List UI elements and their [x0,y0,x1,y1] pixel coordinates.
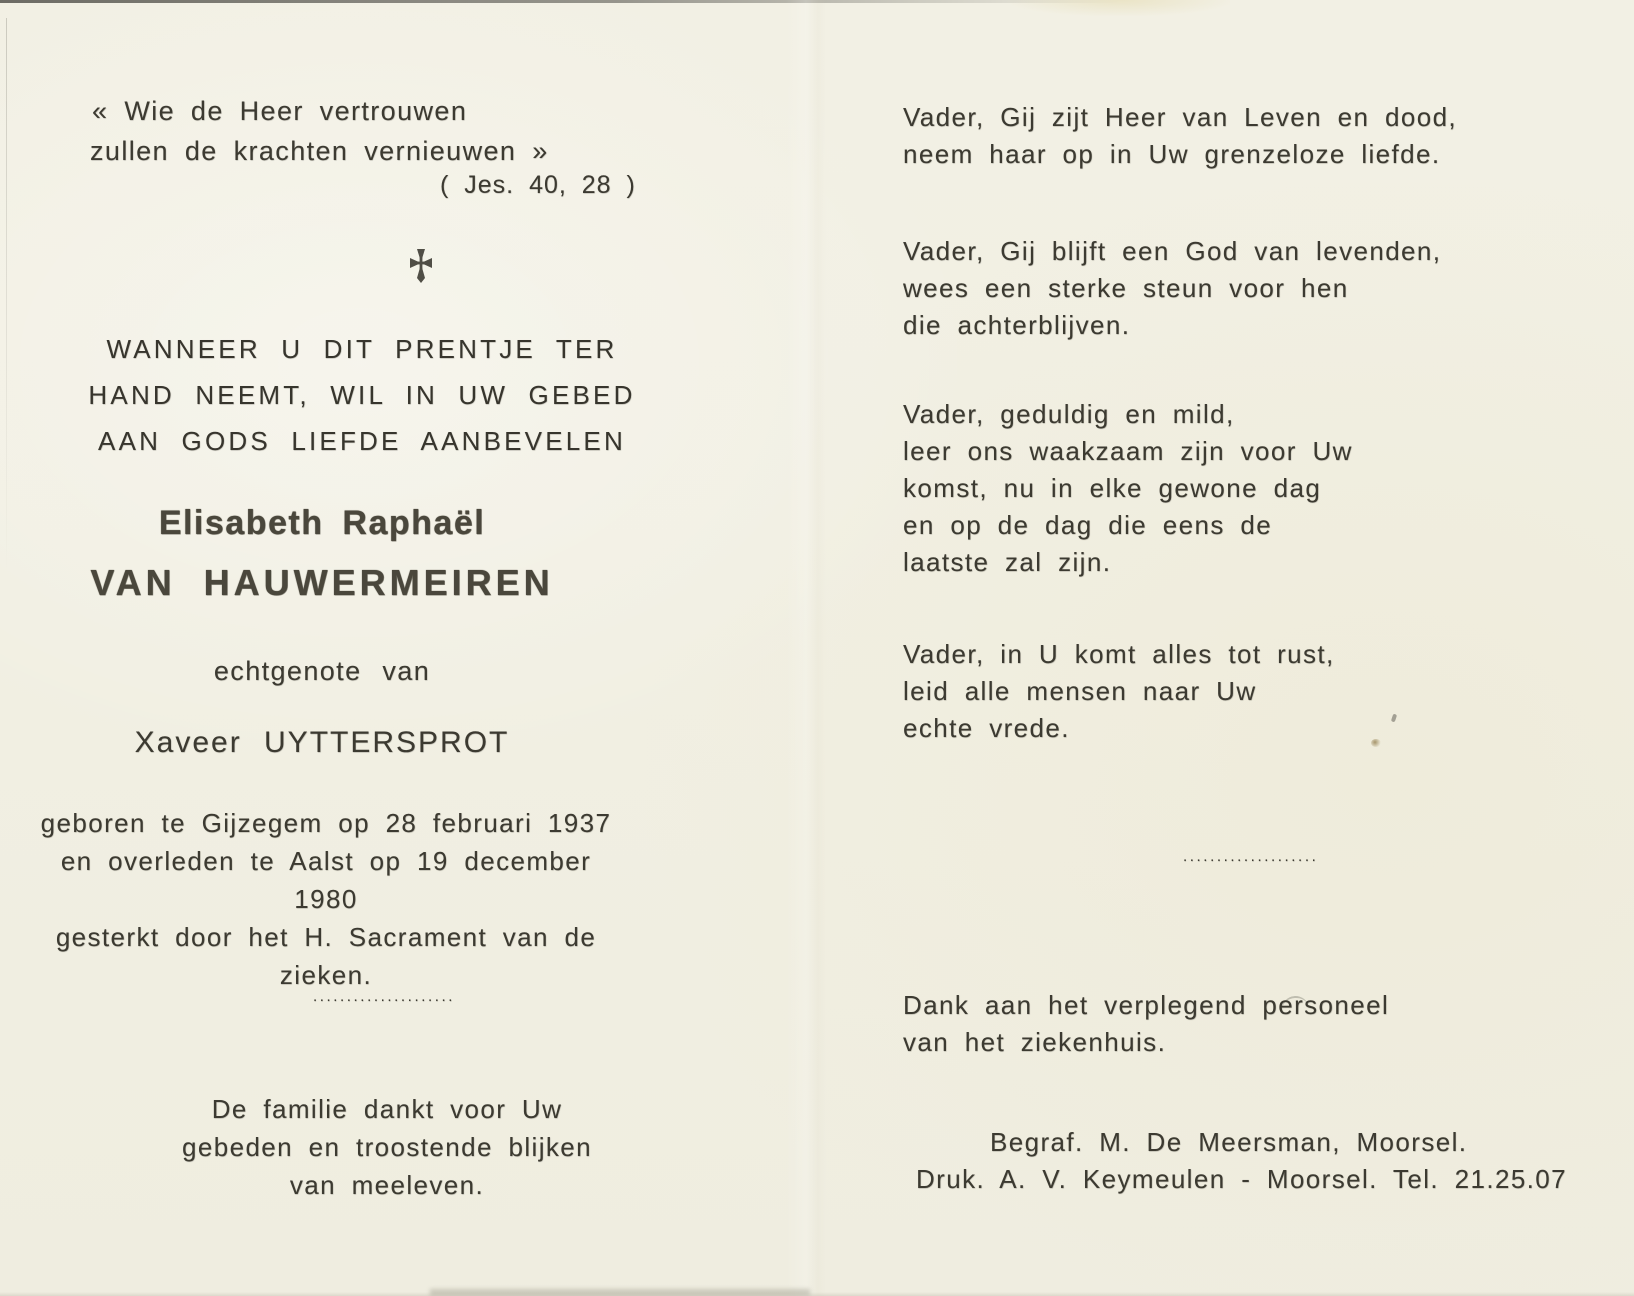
prayer-3-line-1: Vader, geduldig en mild, [903,399,1235,429]
card-fold [786,0,826,1296]
family-thanks-line-2: gebeden en troostende blijken [182,1132,592,1162]
prayer-2 [903,233,1441,344]
prayer-3-line-3: komst, nu in elke gewone dag [903,473,1322,503]
staff-thanks-block [903,987,1389,1061]
prayer-4-line-1: Vader, in U komt alles tot rust, [903,639,1335,669]
deceased-surname: VAN HAUWERMEIREN [90,562,554,603]
prayer-1 [903,99,1457,173]
right-separator: .................... [1183,848,1319,865]
intro-line-2: HAND NEEMT, WIL IN UW GEBED [88,380,636,410]
prayer-1-line-1: Vader, Gij zijt Heer van Leven en dood, [903,102,1458,132]
prayer-4-line-2: leid alle mensen naar Uw [903,676,1257,706]
staff-thanks-line-1: Dank aan het verplegend personeel [903,990,1390,1020]
sacrament-line: gesterkt door het H. Sacrament van de zieken. [55,922,597,990]
prayer-3-line-5: laatste zal zijn. [903,547,1112,577]
paper-stain-tick [1391,714,1397,723]
undertaker-credit: Begraf. M. De Meersman, Moorsel. [990,1127,1468,1157]
prayer-2-line-1: Vader, Gij blijft een God van levenden, [903,236,1442,266]
prayer-4-line-3: echte vrede. [903,713,1070,743]
paper-stain-top [1010,0,1230,16]
intro-block [62,326,662,464]
scan-edge-bottom-wide [0,1292,1634,1296]
printer-credit: Druk. A. V. Keymeulen - Moorsel. Tel. 21.25.07 [916,1164,1568,1194]
prayer-1-line-2: neem haar op in Uw grenzeloze liefde. [903,139,1441,169]
prayer-4 [903,636,1335,747]
deceased-first-names: Elisabeth Raphaël [158,504,486,542]
scan-edge-top [0,0,1120,3]
death-line: en overleden te Aalst op 19 december 1980 [60,846,592,914]
prayer-3-line-4: en op de dag die eens de [903,510,1273,540]
relation-label: echtgenote van [213,656,431,686]
family-thanks-block [87,1090,687,1204]
paper-stain-dot [1371,739,1381,747]
prayer-2-line-2: wees een sterke steun voor hen [903,273,1349,303]
quote-line-2: zullen de krachten vernieuwen » [90,136,549,166]
staff-thanks-line-2: van het ziekenhuis. [903,1027,1167,1057]
prayer-3 [903,396,1353,581]
scan-edge-left [6,18,7,578]
spouse-name: Xaveer UYTTERSPROT [134,726,510,759]
maltese-cross-icon [408,244,434,286]
family-thanks-line-1: De familie dankt voor Uw [211,1094,563,1124]
scripture-reference: ( Jes. 40, 28 ) [440,171,636,199]
intro-line-3: AAN GODS LIEFDE AANBEVELEN [98,426,626,456]
quote-line-1: « Wie de Heer vertrouwen [92,96,468,126]
birth-line: geboren te Gijzegem op 28 februari 1937 [40,808,612,838]
life-dates-block [26,804,626,994]
left-separator: ..................... [312,988,456,1005]
intro-line-1: WANNEER U DIT PRENTJE TER [106,334,618,364]
prayer-2-line-3: die achterblijven. [903,310,1131,340]
family-thanks-line-3: van meeleven. [289,1170,485,1200]
prayer-3-line-2: leer ons waakzaam zijn voor Uw [903,436,1353,466]
